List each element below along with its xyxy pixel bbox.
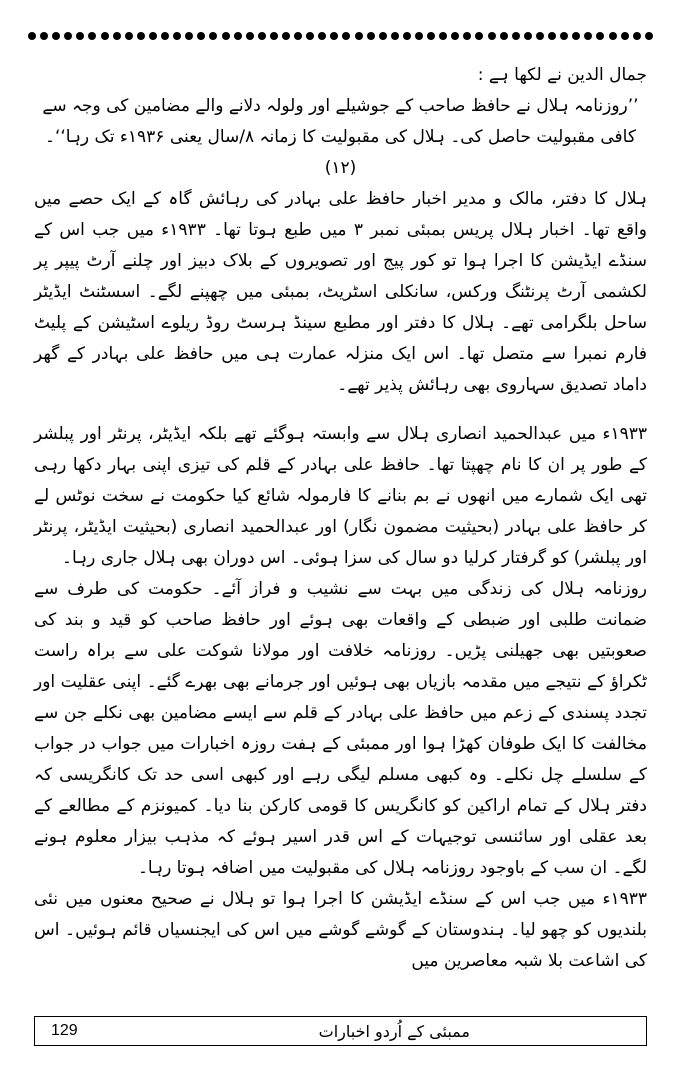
border-dot [512, 32, 520, 40]
border-dot [318, 32, 326, 40]
border-dot [645, 32, 653, 40]
border-dot [294, 32, 302, 40]
border-dot [113, 32, 121, 40]
border-dot [330, 32, 338, 40]
block-quote: ’’روزنامہ ہلال نے حافظ صاحب کے جوشیلے اور ولولہ دلانے والے مضامین کی وجہ سے کافی مقبولیت حاصل کی۔ ہلال کی مقبولیت کا زمانہ ۸/سال یعنی ۱۹۳۶ء تک رہا‘‘۔ (۱۲) [42, 96, 639, 178]
border-dot [209, 32, 217, 40]
border-dot [475, 32, 483, 40]
border-dot [185, 32, 193, 40]
border-dot [367, 32, 375, 40]
border-dot [572, 32, 580, 40]
border-dot [524, 32, 532, 40]
border-dot [282, 32, 290, 40]
border-dot [536, 32, 544, 40]
page-number: 129 [51, 1022, 78, 1039]
running-title: ممبئی کے اُردو اخبارات [318, 1021, 470, 1041]
border-dot [596, 32, 604, 40]
border-dot [488, 32, 496, 40]
border-dot [28, 32, 36, 40]
border-dot [415, 32, 423, 40]
border-dot [64, 32, 72, 40]
border-dot [391, 32, 399, 40]
paragraph-1: ہلال کا دفتر، مالک و مدیر اخبار حافظ علی بہادر کی رہائش گاہ کے ایک حصے میں واقع تھا۔ اخبار ہلال پریس بمبئی نمبر ۳ میں طبع ہوتا تھا۔ ۱۹۳۳ء میں جب اس کے سنڈے ایڈیشن کا اجرا ہوا تو کور پیج اور تصویروں کے بلاک دبیز اور چلنے آرٹ پیپر پر لکشمی آرٹ پرنٹنگ ورکس، سانکلی اسٹریٹ، بمبئی میں چھپنے لگے۔ اسسٹنٹ ایڈیٹر ساحل بلگرامی تھے۔ ہلال کا دفتر اور مطبع سینڈ ہرسٹ روڈ ریلوے اسٹیشن کے پلیٹ فارم نمبرا سے متصل تھا۔ اس ایک منزلہ عمارت ہی میں حافظ علی بہادر کے گھر داماد تصدیق سہاروی بھی رہائش پذیر تھے۔ [34, 189, 647, 395]
border-dot [52, 32, 60, 40]
quote-intro: جمال الدین نے لکھا ہے : [477, 65, 647, 85]
border-dot [560, 32, 568, 40]
border-dot [137, 32, 145, 40]
decorative-top-border [28, 30, 653, 42]
border-dot [306, 32, 314, 40]
border-dot [633, 32, 641, 40]
border-dot [427, 32, 435, 40]
border-dot [451, 32, 459, 40]
page-footer [34, 1016, 647, 1046]
border-dot [270, 32, 278, 40]
border-dot [40, 32, 48, 40]
border-dot [258, 32, 266, 40]
border-dot [149, 32, 157, 40]
border-dot [463, 32, 471, 40]
border-dot [500, 32, 508, 40]
paragraph-3: روزنامہ ہلال کی زندگی میں بہت سے نشیب و فراز آئے۔ حکومت کی طرف سے ضمانت طلبی اور ضبطی کے واقعات بھی ہوئے اور حافظ صاحب کو قید و بند کی صعوبتیں بھی جھیلنی پڑیں۔ روزنامہ خلافت اور مولانا شوکت علی سے براہ راست ٹکراؤ کے نتیجے میں مقدمہ بازیاں بھی ہوئیں اور جرمانے بھی بھرے گئے۔ اپنی عقلیت اور تجدد پسندی کے زعم میں حافظ علی بہادر کے قلم سے ایسے مضامین بھی نکلے جن سے مخالفت کا ایک طوفان کھڑا ہوا اور ممبئی کے ہفت روزہ اخبارات میں جواب در جواب کے سلسلے چل نکلے۔ وہ کبھی مسلم لیگی رہے اور کبھی اسی حد تک کانگریسی کہ دفتر ہلال کے تمام اراکین کو کانگریس کا قومی کارکن بنا دیا۔ کمیونزم کے مطالعے کے بعد عقلی اور سائنسی توجیہات کے اس قدر اسیر ہوئے کہ مذہب بیزار معلوم ہونے لگے۔ ان سب کے باوجود روزنامہ ہلال کی مقبولیت میں اضافہ ہوتا رہا۔ [34, 579, 647, 878]
border-dot [355, 32, 363, 40]
border-dot [161, 32, 169, 40]
border-dot [379, 32, 387, 40]
border-dot [548, 32, 556, 40]
border-dot [439, 32, 447, 40]
paragraph-4: ۱۹۳۳ء میں جب اس کے سنڈے ایڈیشن کا اجرا ہوا تو ہلال نے صحیح معنوں میں نئی بلندیوں کو چھو لیا۔ ہندوستان کے گوشے گوشے میں اس کی ایجنسیاں قائم ہوئیں۔ اس کی اشاعت بلا شبہ معاصرین میں [34, 889, 647, 971]
border-dot [125, 32, 133, 40]
border-dot [246, 32, 254, 40]
border-dot [197, 32, 205, 40]
border-dot [88, 32, 96, 40]
border-dot [584, 32, 592, 40]
paragraph-2: ۱۹۳۳ء میں عبدالحمید انصاری ہلال سے وابستہ ہوگئے تھے بلکہ ایڈیٹر، پرنٹر اور پبلشر کے طور پر ان کا نام چھپتا تھا۔ حافظ علی بہادر کے قلم کی تیزی اپنی بہار دکھا رہی تھی ایک شمارے میں انھوں نے بم بنانے کا فارمولہ شائع کیا حکومت نے سخت نوٹس لے کر حافظ علی بہادر (بحیثیت مضمون نگار) اور عبدالحمید انصاری (بحیثیت ایڈیٹر، پرنٹر اور پبلشر) کو گرفتار کرلیا دو سال کی سزا ہوئی۔ اس دوران بھی ہلال جاری رہا۔ [34, 424, 647, 568]
border-dot [342, 32, 350, 40]
border-dot [76, 32, 84, 40]
border-dot [222, 32, 230, 40]
border-dot [621, 32, 629, 40]
border-dot [101, 32, 109, 40]
border-dot [173, 32, 181, 40]
border-dot [609, 32, 617, 40]
page-body [34, 60, 647, 977]
border-dot [234, 32, 242, 40]
border-dot [403, 32, 411, 40]
